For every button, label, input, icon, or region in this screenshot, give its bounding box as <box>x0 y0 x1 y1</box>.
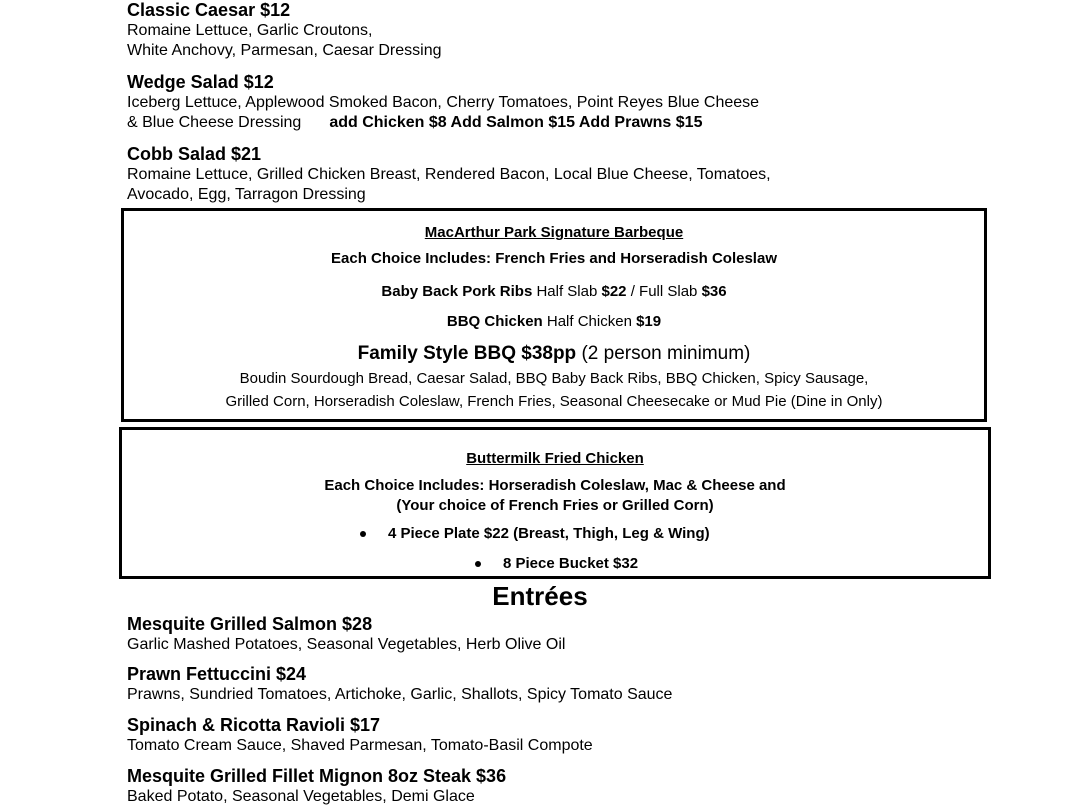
ribs-full: / Full Slab <box>626 283 702 300</box>
item-title: Wedge Salad $12 <box>127 72 274 92</box>
menu-item-cobb-salad <box>127 144 771 205</box>
item-description: Avocado, Egg, Tarragon Dressing <box>127 186 366 203</box>
option-item <box>360 524 710 544</box>
section-title: Buttermilk Fried Chicken <box>466 450 644 467</box>
bullet-icon <box>475 561 481 567</box>
item-description: Garlic Mashed Potatoes, Seasonal Vegetables, Herb Olive Oil <box>127 636 566 653</box>
item-description: Iceberg Lettuce, Applewood Smoked Bacon, Cherry Tomatoes, Point Reyes Blue Cheese <box>127 94 760 111</box>
item-description: Romaine Lettuce, Garlic Croutons, <box>127 22 373 39</box>
chicken-price: $19 <box>636 313 662 330</box>
item-description: & Blue Cheese Dressing <box>127 114 302 131</box>
bbq-chicken-line <box>124 312 984 332</box>
item-description: Tomato Cream Sauce, Shaved Parmesan, Tomato-Basil Compote <box>127 737 593 754</box>
option-text: 4 Piece Plate $22 (Breast, Thigh, Leg & Wing) <box>388 525 710 542</box>
item-title: Prawn Fettuccini $24 <box>127 664 307 684</box>
item-title: Classic Caesar $12 <box>127 0 291 20</box>
item-addons: add Chicken $8 Add Salmon $15 Add Prawns $15 <box>329 114 703 131</box>
fried-chicken-section <box>119 427 991 579</box>
ribs-detail: Half Slab <box>532 283 602 300</box>
item-description-row <box>127 113 759 133</box>
menu-item-fillet-mignon <box>127 766 506 807</box>
menu-item-salmon <box>127 614 565 655</box>
section-subtitle: Each Choice Includes: Horseradish Coleslaw, Mac & Cheese and <box>324 477 786 494</box>
item-description: White Anchovy, Parmesan, Caesar Dressing <box>127 42 442 59</box>
menu-item-wedge-salad <box>127 72 759 133</box>
chicken-name: BBQ Chicken <box>446 313 543 330</box>
item-title: Mesquite Grilled Salmon $28 <box>127 614 373 634</box>
entrees-title: Entrées <box>492 581 588 611</box>
section-title: MacArthur Park Signature Barbeque <box>424 224 684 241</box>
bbq-family-line <box>124 342 984 366</box>
section-subtitle: (Your choice of French Fries or Grilled Corn) <box>396 497 714 514</box>
item-description: Baked Potato, Seasonal Vegetables, Demi Glace <box>127 788 475 805</box>
item-title: Spinach & Ricotta Ravioli $17 <box>127 715 381 735</box>
section-subtitle: Each Choice Includes: French Fries and Horseradish Coleslaw <box>331 250 777 267</box>
ribs-half-price: $22 <box>601 283 627 300</box>
family-description: Grilled Corn, Horseradish Coleslaw, French Fries, Seasonal Cheesecake or Mud Pie (Dine in Only) <box>225 393 883 410</box>
family-note: (2 person minimum) <box>576 343 751 364</box>
ribs-name: Baby Back Pork Ribs <box>381 283 533 300</box>
menu-item-ravioli <box>127 715 593 756</box>
ribs-full-price: $36 <box>701 283 727 300</box>
menu-item-prawn-fettuccini <box>127 664 672 705</box>
item-title: Mesquite Grilled Fillet Mignon 8oz Steak $36 <box>127 766 507 786</box>
item-description: Romaine Lettuce, Grilled Chicken Breast, Rendered Bacon, Local Blue Cheese, Tomatoes, <box>127 166 771 183</box>
option-text: 8 Piece Bucket $32 <box>503 555 639 572</box>
item-title: Cobb Salad $21 <box>127 144 262 164</box>
menu-item-classic-caesar <box>127 0 442 61</box>
item-description: Prawns, Sundried Tomatoes, Artichoke, Garlic, Shallots, Spicy Tomato Sauce <box>127 686 673 703</box>
family-name: Family Style BBQ $38pp <box>357 343 577 364</box>
bbq-ribs-line <box>124 282 984 302</box>
bullet-icon <box>360 531 366 537</box>
option-item <box>475 554 638 574</box>
chicken-detail: Half Chicken <box>542 313 637 330</box>
bbq-section <box>121 208 987 422</box>
family-description: Boudin Sourdough Bread, Caesar Salad, BBQ Baby Back Ribs, BBQ Chicken, Spicy Sausage, <box>239 370 869 387</box>
